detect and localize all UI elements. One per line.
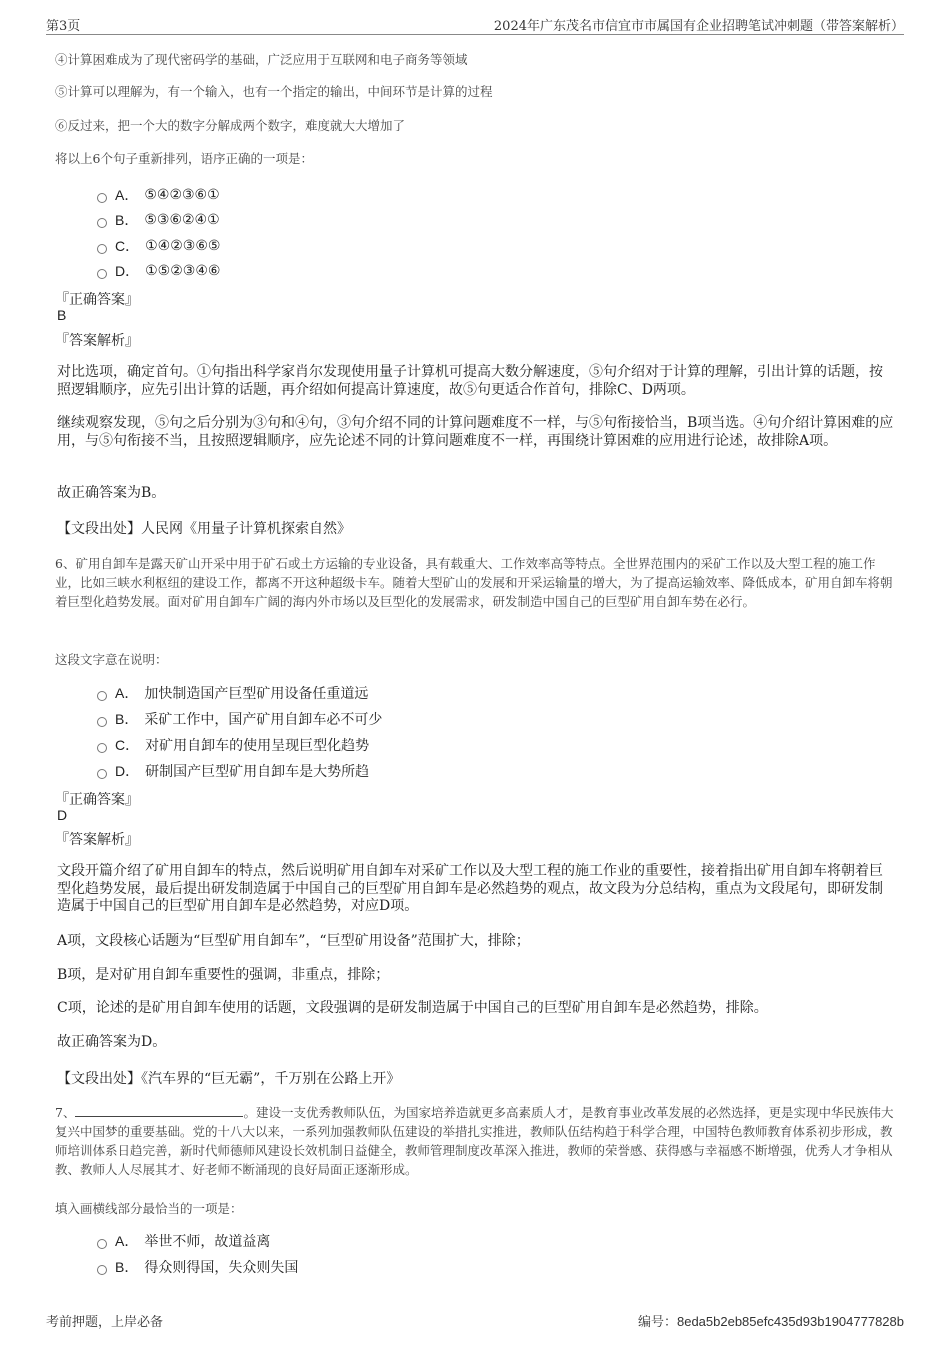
answer-label: 『正确答案』	[55, 792, 139, 808]
radio-icon[interactable]	[97, 743, 107, 753]
option-b[interactable]: B． 采矿工作中，国产矿用自卸车必不可少	[97, 709, 382, 729]
source-citation: 【文段出处】《汽车界的“巨无霸”，千万别在公路上开》	[57, 1071, 401, 1087]
question-prompt: 填入画横线部分最恰当的一项是：	[55, 1201, 243, 1216]
analysis-conclusion: 故正确答案为D。	[57, 1034, 167, 1050]
option-c[interactable]: C． ①④②③⑥⑤	[97, 236, 220, 256]
option-c[interactable]: C． 对矿用自卸车的使用呈现巨型化趋势	[97, 735, 369, 755]
correct-answer: B	[57, 307, 67, 323]
analysis-paragraph: 文段开篇介绍了矿用自卸车的特点，然后说明矿用自卸车对采矿工作以及大型工程的施工作业的重要性，接着指出矿用自卸车将朝着巨型化趋势发展，最后提出研发制造属于中国自己的巨型矿用自卸车是必然趋势的观点，故文段为分总结构，重点为文段尾句，即研发制造属于中国自己的巨型矿用自卸车是必然趋势，对应D项。	[57, 863, 883, 914]
radio-icon[interactable]	[97, 769, 107, 779]
question-stem-text: 。建设一支优秀教师队伍，为国家培养造就更多高素质人才，是教育事业改革发展的必然选择，更是实现中华民族伟大复兴中国梦的重要基础。党的十八大以来，一系列加强教师队伍建设的举措扎实推进，教师队伍结构趋于科学合理，中国特色教师教育体系初步形成，教师培训体系日趋完善，新时代师德师风建设长效机制日益健全，教师管理制度改革深入推进，教师的荣誉感、获得感与幸福感不断增强，优秀人才争相从教、教师人人尽展其才、好老师不断涌现的良好局面正逐渐形成。	[55, 1105, 894, 1177]
page-header	[46, 13, 904, 35]
radio-icon[interactable]	[97, 691, 107, 701]
radio-icon[interactable]	[97, 269, 107, 279]
document-code	[638, 1311, 904, 1330]
radio-icon[interactable]	[97, 717, 107, 727]
question-prompt: 这段文字意在说明：	[55, 652, 168, 667]
analysis-item-c: C项，论述的是矿用自卸车使用的话题，文段强调的是研发制造属于中国自己的巨型矿用自卸车是必然趋势，排除。	[57, 1000, 768, 1016]
page-number: 第3页	[46, 19, 81, 34]
analysis-paragraph: 继续观察发现，⑤句之后分别为③句和④句，③句介绍不同的计算问题难度不一样，与⑤句衔接恰当，B项当选。④句介绍计算困难的应用，与⑤句衔接不当，且按照逻辑顺序，应先论述不同的计算问题难度不一样，再围绕计算困难的应用进行论述，故排除A项。	[57, 415, 894, 449]
code-label: 编号：	[637, 1315, 677, 1330]
correct-answer: D	[57, 807, 68, 823]
question-prompt: 将以上6个句子重新排列，语序正确的一项是：	[55, 151, 313, 166]
radio-icon[interactable]	[97, 218, 107, 228]
radio-icon[interactable]	[97, 193, 107, 203]
option-d[interactable]: D． ①⑤②③④⑥	[97, 261, 220, 281]
analysis-item-a: A项，文段核心话题为“巨型矿用自卸车”，“巨型矿用设备”范围扩大，排除；	[57, 933, 530, 949]
document-title: 2024年广东茂名市信宜市市属国有企业招聘笔试冲刺题（带答案解析）	[493, 19, 904, 34]
answer-label: 『正确答案』	[55, 292, 139, 308]
code-value: 8eda5b2eb85efc435d93b1904777828b	[676, 1314, 904, 1329]
source-citation: 【文段出处】人民网《用量子计算机探索自然》	[57, 521, 351, 537]
radio-icon[interactable]	[97, 1265, 107, 1275]
sentence-5: ⑤计算可以理解为，有一个输入，也有一个指定的输出，中间环节是计算的过程	[55, 84, 493, 99]
analysis-paragraph: 对比选项，确定首句。①句指出科学家肖尔发现使用量子计算机可提高大数分解速度，⑤句介绍对于计算的理解，引出计算的话题，按照逻辑顺序，应先引出计算的话题，再介绍如何提高计算速度，故⑤句更适合作首句，排除C、D两项。	[57, 364, 883, 398]
option-a[interactable]: A． ⑤④②③⑥①	[97, 185, 220, 205]
radio-icon[interactable]	[97, 1239, 107, 1249]
analysis-conclusion: 故正确答案为B。	[57, 485, 166, 501]
option-a[interactable]: A． 加快制造国产巨型矿用设备任重道远	[97, 683, 368, 703]
option-d[interactable]: D． 研制国产巨型矿用自卸车是大势所趋	[97, 761, 369, 781]
analysis-label: 『答案解析』	[55, 333, 139, 349]
blank-line	[75, 1104, 243, 1117]
question-number: 7、	[55, 1105, 76, 1120]
option-a[interactable]: A． 举世不师，故道益离	[97, 1231, 270, 1251]
footer-slogan: 考前押题，上岸必备	[46, 1315, 164, 1330]
analysis-item-b: B项，是对矿用自卸车重要性的强调，非重点，排除；	[57, 967, 390, 983]
question-stem	[55, 1103, 897, 1179]
question-stem: 6、矿用自卸车是露天矿山开采中用于矿石或土方运输的专业设备，具有载重大、工作效率高等特点。全世界范围内的采矿工作以及大型工程的施工作业，比如三峡水利枢纽的建设工作，都离不开这种超级卡车。随着大型矿山的发展和开采运输量的增大，为了提高运输效率、降低成本，矿用自卸车将朝着巨型化趋势发展。面对矿用自卸车广阔的海内外市场以及巨型化的发展需求，研发制造中国自己的巨型矿用自卸车势在必行。	[55, 556, 893, 609]
option-b[interactable]: B． ⑤③⑥②④①	[97, 210, 220, 230]
sentence-6: ⑥反过来，把一个大的数字分解成两个数字，难度就大大增加了	[55, 118, 406, 133]
analysis-label: 『答案解析』	[55, 832, 139, 848]
option-b[interactable]: B． 得众则得国，失众则失国	[97, 1257, 298, 1277]
sentence-4: ④计算困难成为了现代密码学的基础，广泛应用于互联网和电子商务等领域	[55, 52, 468, 67]
radio-icon[interactable]	[97, 244, 107, 254]
